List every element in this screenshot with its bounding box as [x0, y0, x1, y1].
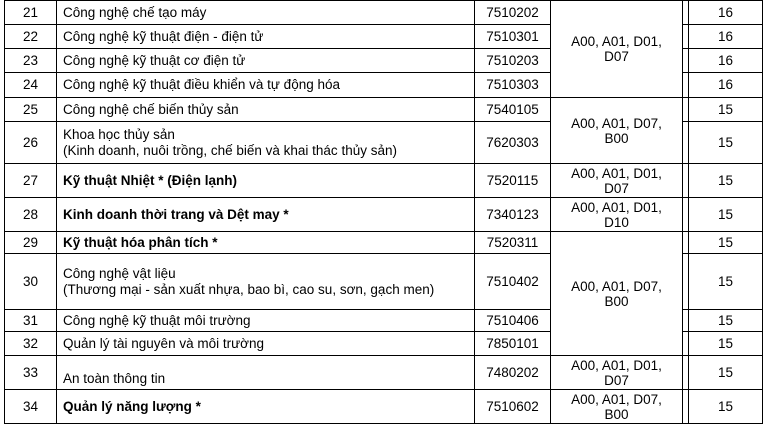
score: 15: [689, 332, 763, 356]
score: 15: [689, 232, 763, 254]
subject-combination: A00, A01, D07, B00: [551, 232, 683, 356]
major-name: Quản lý năng lượng *: [57, 390, 475, 424]
major-name: Công nghệ kỹ thuật điện - điện tử: [57, 25, 475, 49]
row-number: 22: [5, 25, 57, 49]
major-name: Kinh doanh thời trang và Dệt may *: [57, 198, 475, 232]
row-number: 30: [5, 254, 57, 310]
major-name: Quản lý tài nguyên và môi trường: [57, 332, 475, 356]
major-name: Khoa học thủy sản (Kinh doanh, nuôi trồng, chế biến và khai thác thủy sản): [57, 122, 475, 164]
score: 16: [689, 73, 763, 98]
row-number: 34: [5, 390, 57, 424]
row-number: 32: [5, 332, 57, 356]
major-code: 7510602: [475, 390, 551, 424]
major-code: 7520311: [475, 232, 551, 254]
score: 15: [689, 390, 763, 424]
major-code: 7540105: [475, 98, 551, 122]
major-name: An toàn thông tin: [57, 356, 475, 390]
subject-combination: A00, A01, D07, B00: [551, 98, 683, 164]
row-number: 28: [5, 198, 57, 232]
major-name: Công nghệ kỹ thuật điều khiển và tự động hóa: [57, 73, 475, 98]
score: 15: [689, 98, 763, 122]
score: 15: [689, 198, 763, 232]
table-row: [5, 164, 763, 198]
score: 15: [689, 254, 763, 310]
subject-combination: A00, A01, D01, D10: [551, 198, 683, 232]
major-name: Kỹ thuật hóa phân tích *: [57, 232, 475, 254]
row-number: 23: [5, 49, 57, 73]
major-code: 7510303: [475, 73, 551, 98]
major-code: 7510402: [475, 254, 551, 310]
major-code: 7510406: [475, 310, 551, 332]
major-name: Công nghệ vật liệu (Thương mại - sản xuất nhựa, bao bì, cao su, sơn, gạch men): [57, 254, 475, 310]
major-code: 7620303: [475, 122, 551, 164]
major-name: Công nghệ kỹ thuật cơ điện tử: [57, 49, 475, 73]
table-row: [5, 98, 763, 122]
major-code: 7850101: [475, 332, 551, 356]
table-row: [5, 198, 763, 232]
subject-combination: A00, A01, D07, B00: [551, 390, 683, 424]
score: 15: [689, 356, 763, 390]
major-name: Công nghệ chế tạo máy: [57, 1, 475, 25]
major-name: Kỹ thuật Nhiệt * (Điện lạnh): [57, 164, 475, 198]
table-row: [5, 390, 763, 424]
row-number: 27: [5, 164, 57, 198]
major-code: 7480202: [475, 356, 551, 390]
score: 16: [689, 1, 763, 25]
row-number: 25: [5, 98, 57, 122]
major-code: 7520115: [475, 164, 551, 198]
table-row: [5, 1, 763, 25]
admission-table: [4, 0, 763, 424]
score: 15: [689, 310, 763, 332]
major-code: 7340123: [475, 198, 551, 232]
subject-combination: A00, A01, D01, D07: [551, 356, 683, 390]
table-row: [5, 356, 763, 390]
score: 15: [689, 122, 763, 164]
subject-combination: A00, A01, D01, D07: [551, 1, 683, 98]
row-number: 31: [5, 310, 57, 332]
score: 16: [689, 49, 763, 73]
major-name: Công nghệ chế biến thủy sản: [57, 98, 475, 122]
major-code: 7510301: [475, 25, 551, 49]
row-number: 26: [5, 122, 57, 164]
subject-combination: A00, A01, D01, D07: [551, 164, 683, 198]
major-code: 7510203: [475, 49, 551, 73]
major-code: 7510202: [475, 1, 551, 25]
row-number: 21: [5, 1, 57, 25]
table-row: [5, 232, 763, 254]
major-name: Công nghệ kỹ thuật môi trường: [57, 310, 475, 332]
score: 16: [689, 25, 763, 49]
score: 15: [689, 164, 763, 198]
row-number: 29: [5, 232, 57, 254]
row-number: 33: [5, 356, 57, 390]
row-number: 24: [5, 73, 57, 98]
